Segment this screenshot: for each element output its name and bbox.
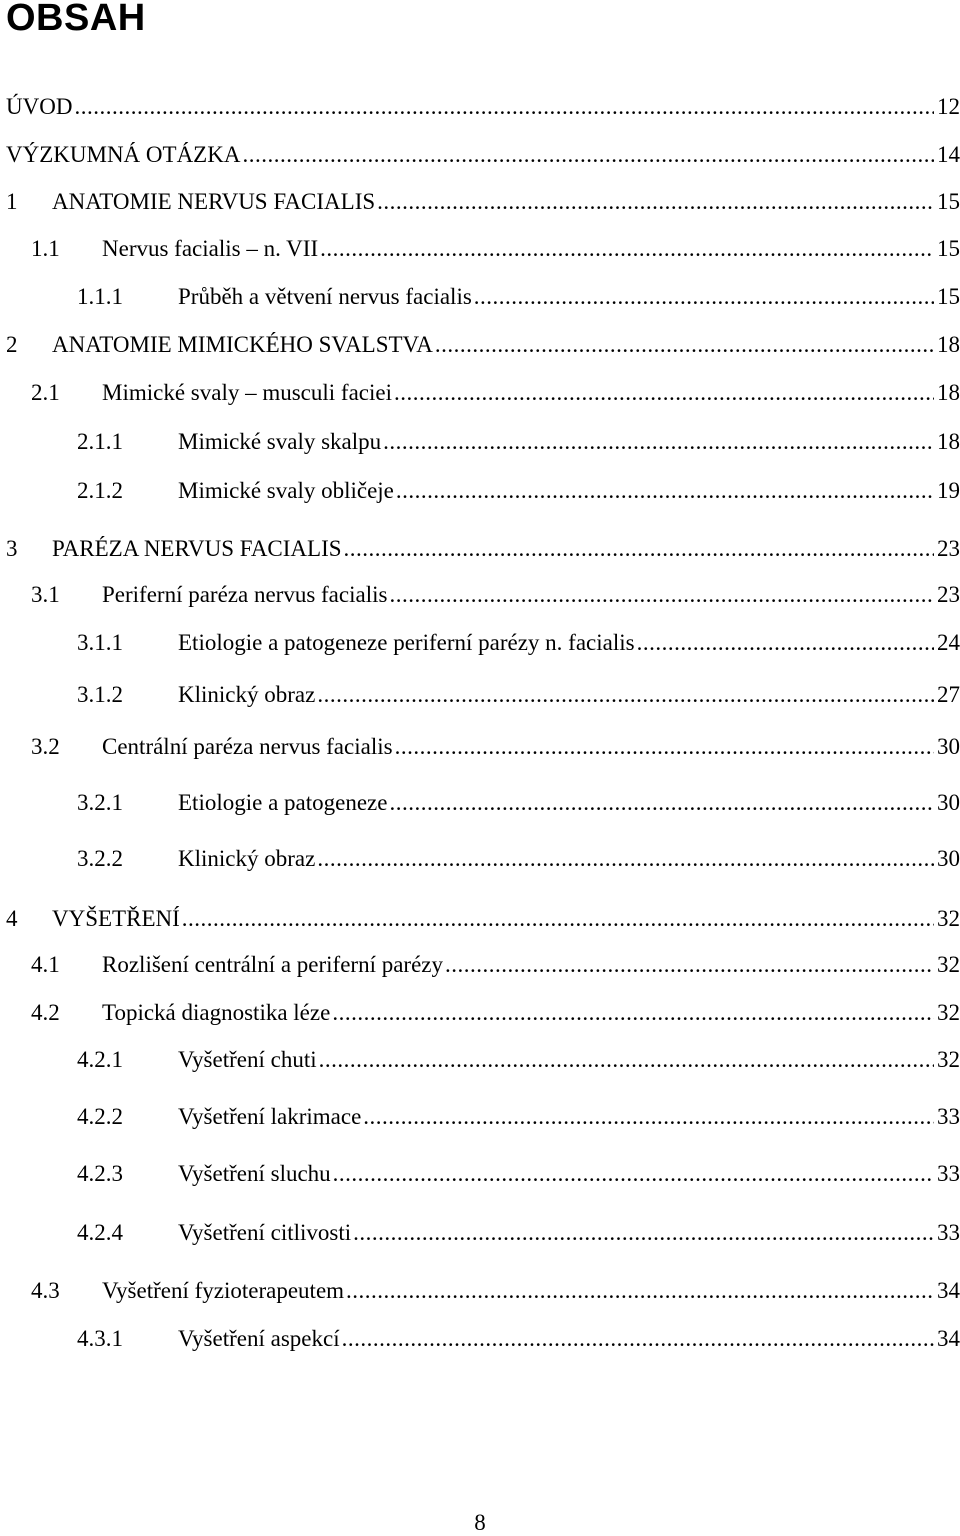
toc-dot-leader (74, 90, 934, 124)
toc-entry-number: 1 (6, 189, 18, 214)
toc-entry[interactable] (0, 578, 960, 612)
toc-entry[interactable] (0, 948, 960, 982)
toc-entry-number: 2.1.1 (77, 429, 123, 454)
toc-dot-leader (383, 425, 934, 459)
toc-entry-title: ÚVOD (6, 94, 73, 119)
toc-entry-page: 23 (937, 582, 960, 607)
toc-entry-page: 24 (937, 630, 960, 655)
toc-dot-leader (346, 1274, 934, 1308)
toc-entry-title: Vyšetření fyzioterapeutem (102, 1278, 345, 1303)
toc-entry-page: 30 (937, 790, 960, 815)
toc-entry[interactable] (0, 996, 960, 1030)
toc-entry-title: Etiologie a patogeneze periferní parézy n. facialis (178, 630, 635, 655)
toc-entry[interactable] (0, 90, 960, 124)
toc-entry-number: 3 (6, 536, 18, 561)
toc-entry[interactable] (0, 328, 960, 362)
toc-entry-number: 3.2.2 (77, 846, 123, 871)
toc-entry-page: 14 (937, 142, 960, 167)
toc-entry-title: Mimické svaly skalpu (178, 429, 382, 454)
toc-entry[interactable] (0, 1216, 960, 1250)
toc-dot-leader (389, 578, 934, 612)
toc-entry[interactable] (0, 232, 960, 266)
toc-entry-number: 1.1.1 (77, 284, 123, 309)
toc-dot-leader (474, 280, 934, 314)
toc-entry[interactable] (0, 786, 960, 820)
toc-dot-leader (242, 138, 934, 172)
toc-entry-page: 15 (937, 284, 960, 309)
toc-dot-leader (395, 730, 934, 764)
toc-entry-title: Vyšetření sluchu (178, 1161, 331, 1186)
toc-dot-leader (344, 532, 934, 566)
toc-entry-number: 1.1 (31, 236, 60, 261)
toc-entry[interactable] (0, 730, 960, 764)
toc-entry-page: 32 (937, 906, 960, 931)
toc-dot-leader (363, 1100, 934, 1134)
toc-entry-page: 32 (937, 1047, 960, 1072)
toc-entry-page: 30 (937, 734, 960, 759)
toc-dot-leader (435, 328, 934, 362)
toc-dot-leader (333, 1157, 934, 1191)
page-number: 8 (474, 1510, 486, 1535)
toc-entry-title: Vyšetření aspekcí (178, 1326, 340, 1351)
toc-entry-number: 4.3.1 (77, 1326, 123, 1351)
toc-entry[interactable] (0, 1157, 960, 1191)
toc-entry-page: 33 (937, 1220, 960, 1245)
toc-dot-leader (332, 996, 934, 1030)
toc-entry-number: 3.1.1 (77, 630, 123, 655)
toc-entry[interactable] (0, 842, 960, 876)
toc-entry-title: Centrální paréza nervus facialis (102, 734, 393, 759)
toc-entry-number: 4.1 (31, 952, 60, 977)
toc-entry-title: Mimické svaly obličeje (178, 478, 394, 503)
toc-entry-title: Vyšetření chuti (178, 1047, 317, 1072)
toc-entry-page: 23 (937, 536, 960, 561)
toc-entry[interactable] (0, 902, 960, 936)
toc-entry[interactable] (0, 425, 960, 459)
toc-entry-title: Periferní paréza nervus facialis (102, 582, 388, 607)
toc-entry-title: VÝZKUMNÁ OTÁZKA (6, 142, 241, 167)
toc-entry-page: 15 (937, 189, 960, 214)
toc-dot-leader (317, 678, 934, 712)
toc-dot-leader (637, 626, 934, 660)
toc-dot-leader (394, 376, 934, 410)
toc-entry-number: 4.3 (31, 1278, 60, 1303)
toc-dot-leader (342, 1322, 934, 1356)
toc-entry-number: 2 (6, 332, 18, 357)
toc-entry-number: 3.1 (31, 582, 60, 607)
toc-entry[interactable] (0, 1322, 960, 1356)
toc-entry-number: 3.2 (31, 734, 60, 759)
toc-entry-title: Klinický obraz (178, 682, 316, 707)
toc-entry-title: VYŠETŘENÍ (52, 906, 180, 931)
toc-entry[interactable] (0, 678, 960, 712)
toc-entry-number: 2.1.2 (77, 478, 123, 503)
toc-entry[interactable] (0, 185, 960, 219)
toc-entry-page: 34 (937, 1326, 960, 1351)
toc-entry-title: ANATOMIE NERVUS FACIALIS (52, 189, 376, 214)
toc-entry-number: 4.2.4 (77, 1220, 123, 1245)
toc-dot-leader (377, 185, 934, 219)
toc-entry-title: Průběh a větvení nervus facialis (178, 284, 472, 309)
toc-entry-number: 2.1 (31, 380, 60, 405)
toc-dot-leader (182, 902, 934, 936)
toc-entry-page: 34 (937, 1278, 960, 1303)
toc-dot-leader (319, 1043, 934, 1077)
toc-entry[interactable] (0, 376, 960, 410)
toc-dot-leader (353, 1216, 934, 1250)
toc-entry-title: Nervus facialis – n. VII (102, 236, 319, 261)
toc-entry-number: 4.2 (31, 1000, 60, 1025)
toc-dot-leader (396, 474, 934, 508)
toc-dot-leader (317, 842, 934, 876)
toc-entry-title: Vyšetření lakrimace (178, 1104, 362, 1129)
toc-entry-title: ANATOMIE MIMICKÉHO SVALSTVA (52, 332, 433, 357)
toc-entry-title: Topická diagnostika léze (102, 1000, 331, 1025)
toc-entry-title: PARÉZA NERVUS FACIALIS (52, 536, 342, 561)
toc-entry-page: 18 (937, 332, 960, 357)
toc-entry-number: 4.2.1 (77, 1047, 123, 1072)
toc-entry-number: 3.2.1 (77, 790, 123, 815)
toc-entry-page: 32 (937, 1000, 960, 1025)
toc-entry[interactable] (0, 1274, 960, 1308)
toc-entry-number: 4 (6, 906, 18, 931)
page-title: OBSAH (6, 0, 146, 39)
toc-entry-number: 4.2.3 (77, 1161, 123, 1186)
toc-entry-page: 33 (937, 1161, 960, 1186)
toc-entry-page: 32 (937, 952, 960, 977)
toc-entry-title: Rozlišení centrální a periferní parézy (102, 952, 444, 977)
toc-entry-page: 33 (937, 1104, 960, 1129)
toc-entry-title: Etiologie a patogeneze (178, 790, 388, 815)
toc-entry[interactable] (0, 474, 960, 508)
toc-entry[interactable] (0, 1043, 960, 1077)
toc-entry-page: 27 (937, 682, 960, 707)
toc-entry[interactable] (0, 280, 960, 314)
toc-entry[interactable] (0, 532, 960, 566)
toc-entry-number: 3.1.2 (77, 682, 123, 707)
toc-entry[interactable] (0, 1100, 960, 1134)
toc-entry-title: Mimické svaly – musculi faciei (102, 380, 392, 405)
toc-entry-page: 19 (937, 478, 960, 503)
toc-entry-page: 12 (937, 94, 960, 119)
toc-entry-title: Klinický obraz (178, 846, 316, 871)
toc-entry-page: 15 (937, 236, 960, 261)
toc-entry-page: 30 (937, 846, 960, 871)
toc-dot-leader (445, 948, 934, 982)
toc-entry-page: 18 (937, 380, 960, 405)
toc-entry-number: 4.2.2 (77, 1104, 123, 1129)
toc-entry[interactable] (0, 138, 960, 172)
toc-entry[interactable] (0, 626, 960, 660)
toc-dot-leader (320, 232, 934, 266)
toc-entry-page: 18 (937, 429, 960, 454)
toc-entry-title: Vyšetření citlivosti (178, 1220, 352, 1245)
toc-dot-leader (389, 786, 934, 820)
